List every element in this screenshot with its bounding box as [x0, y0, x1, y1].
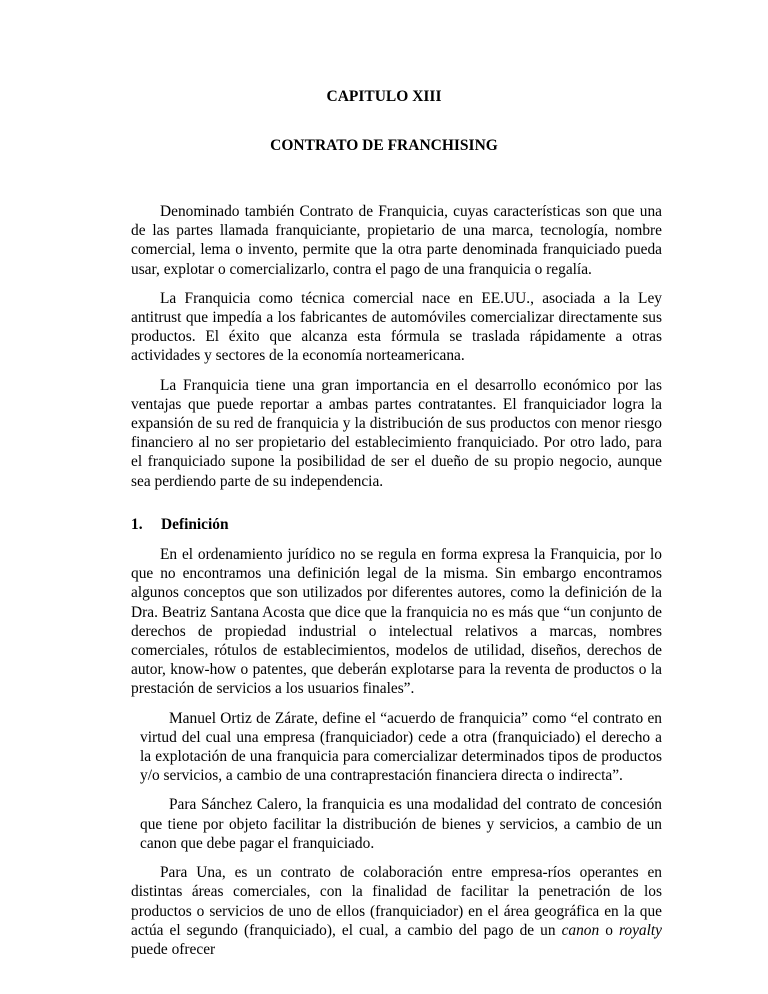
definition-paragraph: En el ordenamiento jurídico no se regula en forma expresa la Franquicia, por lo que no encontramos una definición legal de la misma. Sin embargo encontramos algunos conceptos que son utilizados por diferentes autores, como la definición de la Dra. Beatriz Santana Acosta que dice que la franquicia no es más que “un conjunto de derechos de propiedad industrial o intelectual relativos a marcas, nombres comerciales, rótulos de establecimientos, modelos de utilidad, diseños, derechos de autor, know-how o patentes, que deberán explotarse para la reventa de productos o la prestación de servicios a los usuarios finales”.: [131, 546, 662, 698]
text-run: Para Una, es un contrato de colaboración entre empresa-ríos operantes en distintas áreas comerciales, con la finalidad de facilitar la penetración de los productos o servicios de uno de ellos (franquiciador) en el área geográfica en la que actúa el segundo (franquiciado), el cual, a cambio del pago de un: [131, 864, 662, 939]
definition-paragraph: [131, 863, 662, 959]
chapter-number: CAPITULO XIII: [326, 88, 442, 105]
italic-term: royalty: [618, 921, 662, 939]
text-run: o: [599, 921, 619, 939]
chapter-title: CONTRATO DE FRANCHISING: [270, 137, 498, 154]
body-text: [131, 202, 662, 969]
section-number: 1.: [131, 515, 143, 533]
section-heading: [131, 515, 662, 534]
text-run: puede ofrecer: [131, 940, 216, 958]
italic-term: canon: [561, 921, 600, 939]
intro-paragraph: La Franquicia como técnica comercial nace en EE.UU., asociada a la Ley antitrust que impedía a los fabricantes de automóviles comercializar directamente sus productos. El éxito que alcanza esta fórmula se traslada rápidamente a otras actividades y sectores de la economía norteamericana.: [131, 289, 662, 365]
intro-paragraph: Denominado también Contrato de Franquicia, cuyas características son que una de las partes llamada franquiciante, propietario de una marca, tecnología, nombre comercial, lema o invento, permite que la otra parte denominada franquiciado pueda usar, explotar o comercializarlo, contra el pago de una franquicia o regalía.: [131, 203, 662, 278]
section-title: Definición: [161, 515, 229, 533]
quote-paragraph: Para Sánchez Calero, la franquicia es una modalidad del contrato de concesión que tiene por objeto facilitar la distribución de bienes y servicios, a cambio de un canon que debe pagar el franquiciado.: [140, 796, 662, 852]
quote-paragraph: Manuel Ortiz de Zárate, define el “acuerdo de franquicia” como “el contrato en virtud del cual una empresa (franquiciador) cede a otra (franquiciado) el derecho a la explotación de una franquicia para comercializar determinados tipos de productos y/o servicios, a cambio de una contraprestación financiera directa o indirecta”.: [140, 709, 662, 785]
intro-paragraph: La Franquicia tiene una gran importancia en el desarrollo económico por las ventajas que puede reportar a ambas partes contratantes. El franquiciador logra la expansión de su red de franquicia y la distribución de sus productos con menor riesgo financiero al no ser propietario del establecimiento franquiciado. Por otro lado, para el franquiciado supone la posibilidad de ser el dueño de su propio negocio, aunque sea perdiendo parte de su independencia.: [131, 376, 662, 490]
